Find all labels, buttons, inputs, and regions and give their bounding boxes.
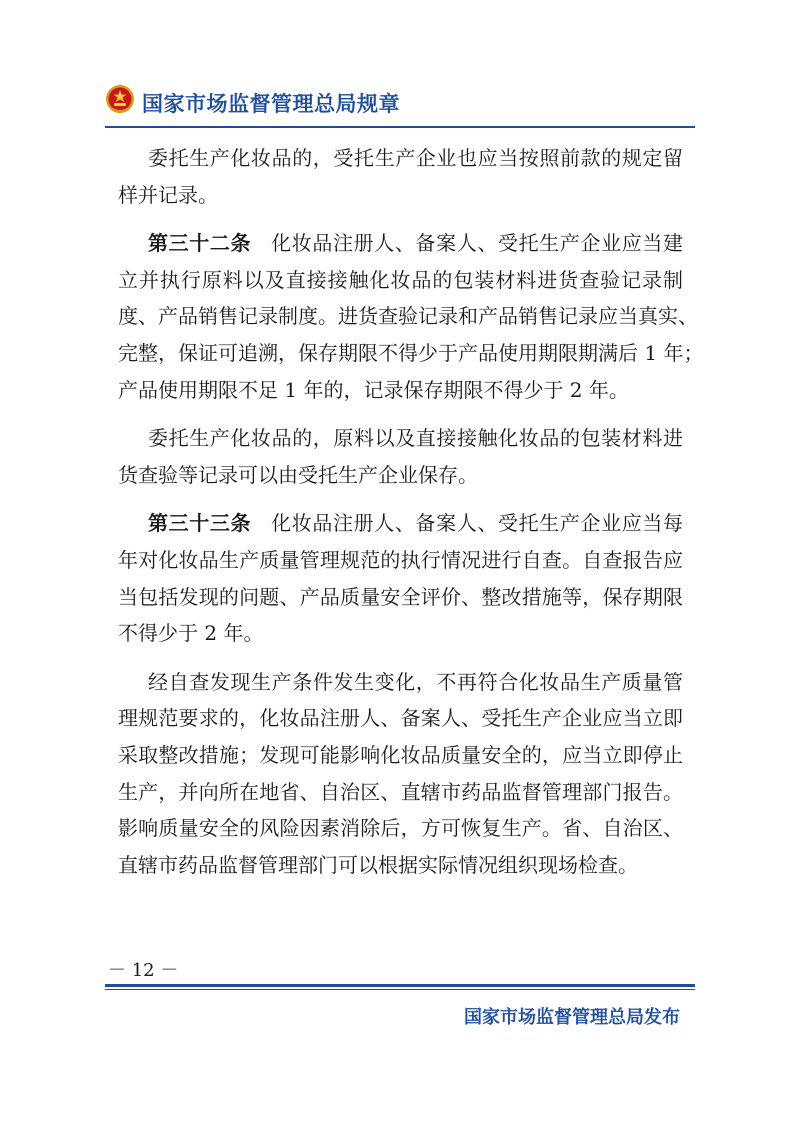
document-body [118, 140, 704, 883]
text-line: 直辖市药品监督管理部门可以根据实际情况组织现场检查。 [118, 852, 638, 877]
text-line: 年对化妆品生产质量管理规范的执行情况进行自查。自查报告应 [118, 547, 683, 572]
text-line: 当包括发现的问题、产品质量安全评价、整改措施等，保存期限 [118, 584, 683, 609]
text-line: 完整，保证可追溯，保存期限不得少于产品使用期限期满后 1 年； [118, 340, 704, 365]
text-line [118, 505, 683, 542]
text-line: 采取整改措施；发现可能影响化妆品质量安全的，应当立即停止 [118, 742, 683, 767]
header-divider [105, 126, 695, 128]
article-text: 化妆品注册人、备案人、受托生产企业应当每 [271, 511, 683, 536]
text-line: 度、产品销售记录制度。进货查验记录和产品销售记录应当真实、 [118, 304, 698, 329]
footer-publisher: 国家市场监督管理总局发布 [464, 1007, 680, 1028]
article-paragraph [118, 505, 683, 651]
text-line: 样并记录。 [118, 182, 218, 207]
text-line: 经自查发现生产条件发生变化，不再符合化妆品生产质量管 [148, 669, 683, 694]
text-line: 影响质量安全的风险因素消除后，方可恢复生产。省、自治区、 [118, 816, 683, 841]
page-number: － 12 － [108, 960, 179, 981]
text-line: 立并执行原料以及直接接触化妆品的包装材料进货查验记录制 [118, 267, 683, 292]
article-number: 第三十二条 [148, 231, 252, 256]
text-line: 产品使用期限不足 1 年的，记录保存期限不得少于 2 年。 [118, 377, 629, 402]
footer-divider-thin [105, 989, 695, 990]
text-line: 理规范要求的，化妆品注册人、备案人、受托生产企业应当立即 [118, 706, 683, 731]
text-line: 委托生产化妆品的，原料以及直接接触化妆品的包装材料进 [148, 426, 683, 451]
paragraph [118, 140, 683, 213]
text-line: 货查验等记录可以由受托生产企业保存。 [118, 462, 478, 487]
text-line: 生产，并向所在地省、自治区、直辖市药品监督管理部门报告。 [118, 779, 683, 804]
header-title: 国家市场监督管理总局规章 [142, 92, 400, 116]
paragraph [118, 420, 683, 493]
article-number: 第三十三条 [148, 511, 252, 536]
paragraph [118, 664, 683, 884]
text-line: 委托生产化妆品的，受托生产企业也应当按照前款的规定留 [148, 146, 683, 170]
article-paragraph [118, 225, 704, 408]
footer-divider [105, 984, 695, 987]
text-line [118, 225, 683, 262]
article-text: 化妆品注册人、备案人、受托生产企业应当建 [271, 231, 683, 256]
page-header [105, 84, 695, 124]
text-line: 不得少于 2 年。 [118, 621, 264, 646]
national-emblem-icon [105, 84, 135, 116]
